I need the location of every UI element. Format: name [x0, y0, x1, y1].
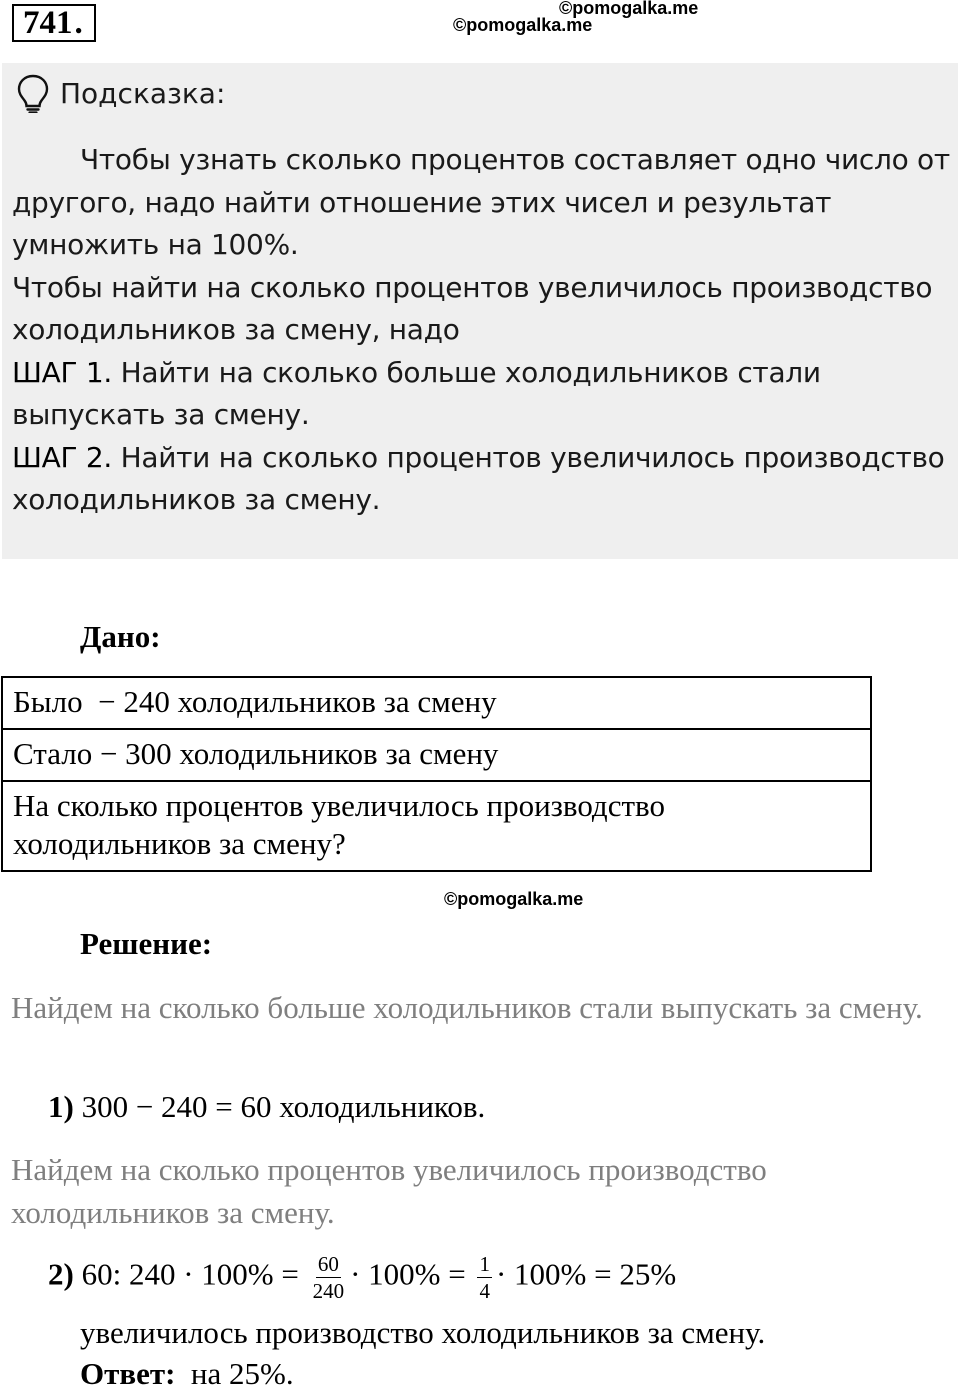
- given-cell: На сколько процентов увеличилось производство холодильников за смену?: [2, 781, 871, 871]
- fraction-denominator: 4: [479, 1279, 490, 1303]
- hint-paragraph: Чтобы узнать сколько процентов составляет одно число от другого, надо найти отношение этих чисел и результат умножить на 100%.: [12, 143, 950, 261]
- step-expression: · 100% = 25%: [495, 1256, 677, 1292]
- answer-label: Ответ:: [80, 1356, 176, 1391]
- table-row: [2, 781, 871, 871]
- hint-panel: [2, 63, 958, 559]
- table-row: [2, 729, 871, 781]
- fraction: [311, 1253, 347, 1302]
- step-number: 1): [48, 1089, 74, 1124]
- solution-step-2: [48, 1253, 676, 1302]
- step-number: 2): [48, 1256, 74, 1292]
- given-heading: Дано:: [80, 619, 161, 654]
- fraction-numerator: 1: [479, 1252, 490, 1276]
- problem-number: 741: [23, 5, 73, 41]
- fraction-numerator: 60: [317, 1252, 339, 1276]
- step-label: ШАГ 1.: [12, 355, 112, 389]
- hint-step-2: [12, 437, 952, 522]
- hint-header: [16, 73, 225, 113]
- given-cell: Стало − 300 холодильников за смену: [2, 729, 871, 781]
- step-label: ШАГ 2.: [12, 440, 112, 474]
- answer-value: на 25%.: [175, 1356, 294, 1391]
- hint-paragraph: Чтобы найти на сколько процентов увеличилось производство холодильников за смену, надо: [12, 270, 933, 346]
- hint-body: [12, 139, 952, 522]
- answer-line: [80, 1356, 294, 1392]
- watermark: ©pomogalka.me: [444, 889, 584, 909]
- watermark: ©pomogalka.me: [559, 0, 699, 18]
- solution-conclusion: увеличилось производство холодильников за смену.: [80, 1315, 766, 1350]
- solution-explanation: Найдем на сколько больше холодильников стали выпускать за смену.: [11, 990, 923, 1025]
- step-text: Найти на сколько процентов увеличилось производство холодильников за смену.: [12, 440, 945, 516]
- hint-title: Подсказка:: [60, 76, 226, 110]
- solution-heading: Решение:: [80, 926, 213, 961]
- step-expression: · 100% =: [350, 1256, 474, 1292]
- solution-explanation: Найдем на сколько процентов увеличилось производство холодильников за смену.: [11, 1152, 767, 1230]
- fraction: [477, 1253, 492, 1302]
- step-expression: 60: 240 · 100% =: [73, 1256, 307, 1292]
- fraction-denominator: 240: [312, 1279, 345, 1303]
- hint-step-1: [12, 352, 952, 437]
- step-expression: 300 − 240 = 60 холодильников.: [73, 1089, 486, 1124]
- watermark: ©pomogalka.me: [453, 15, 593, 35]
- problem-number-dot: .: [74, 5, 83, 41]
- step-text: Найти на сколько больше холодильников стали выпускать за смену.: [12, 355, 821, 431]
- problem-number-box: [12, 4, 96, 42]
- given-cell: Было − 240 холодильников за смену: [2, 677, 871, 729]
- table-row: [2, 677, 871, 729]
- given-table: [1, 676, 872, 872]
- lightbulb-icon: [16, 73, 50, 113]
- solution-step-1: [48, 1089, 485, 1125]
